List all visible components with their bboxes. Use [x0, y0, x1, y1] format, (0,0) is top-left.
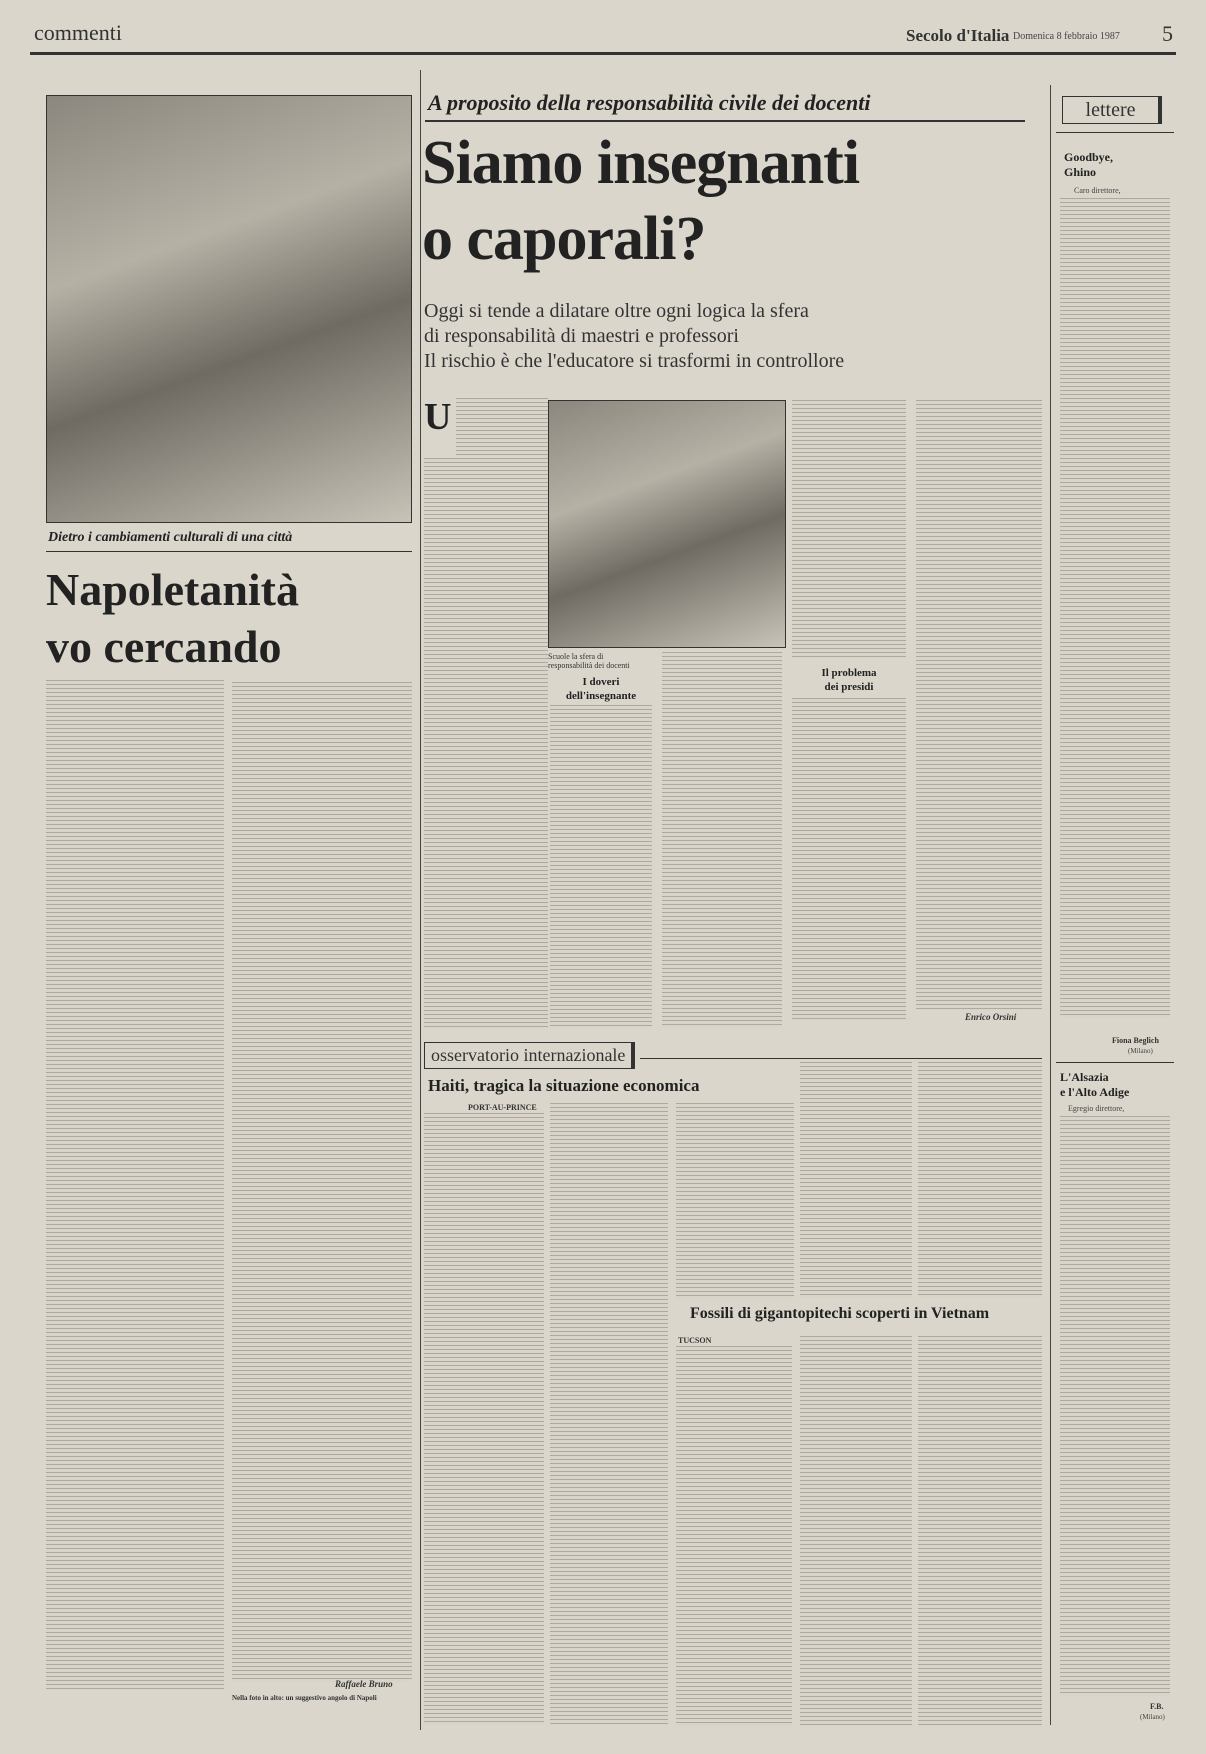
letter2-body — [1060, 1116, 1170, 1696]
main-body-col2 — [550, 705, 652, 1028]
letter1-signature: Fiona Beglich — [1112, 1036, 1159, 1045]
main-kicker: A proposito della responsabilità civile dei docenti — [428, 90, 871, 115]
main-body-col4b — [792, 698, 906, 1020]
subhead-doveri-2: dell'insegnante — [565, 690, 637, 702]
section-label: commenti — [34, 20, 122, 45]
page-number: 5 — [1162, 21, 1173, 46]
observatory-body-col4 — [800, 1062, 912, 1298]
observatory-body-col3 — [676, 1103, 794, 1299]
letters-label: lettere — [1062, 96, 1162, 124]
fossils-body-col1 — [676, 1346, 792, 1726]
issue-date: Domenica 8 febbraio 1987 — [1013, 31, 1120, 42]
paper-name: Secolo d'Italia — [906, 26, 1010, 45]
main-body-col5 — [916, 400, 1042, 1010]
observatory-body-col2 — [550, 1103, 668, 1725]
left-article-title-2: vo cercando — [46, 621, 282, 672]
naples-photo — [46, 95, 412, 523]
masthead-rule — [30, 52, 1176, 55]
column-divider — [420, 70, 421, 1730]
main-title-1: Siamo insegnanti — [422, 129, 860, 197]
left-article-body-col1 — [46, 680, 224, 1690]
observatory-body-col1 — [424, 1113, 544, 1725]
main-body-col4 — [792, 400, 906, 658]
letter2-title-2: e l'Alto Adige — [1060, 1085, 1130, 1099]
main-photo-caption: Scuole la sfera di responsabilità dei docenti — [548, 652, 630, 670]
letter2-city: (Milano) — [1140, 1713, 1165, 1721]
left-article-title-1: Napoletanità — [46, 564, 299, 615]
observatory-headline: Haiti, tragica la situazione economica — [428, 1076, 700, 1095]
letters-rule — [1056, 132, 1174, 133]
main-deck-1: Oggi si tende a dilatare oltre ogni logica la sfera — [424, 300, 809, 322]
drop-cap: U — [424, 396, 452, 438]
kicker-rule — [425, 120, 1025, 122]
fossils-dateline: TUCSON — [678, 1336, 712, 1345]
letter1-body — [1060, 198, 1170, 1018]
subhead-doveri-1: I doveri — [582, 676, 620, 688]
main-body-col1 — [456, 398, 548, 456]
letters-divider — [1056, 1062, 1174, 1063]
left-article-body-col2 — [232, 682, 412, 1682]
left-article-photo-note: Nella foto in alto: un suggestivo angolo di Napoli — [232, 1694, 377, 1702]
main-article-author: Enrico Orsini — [965, 1012, 1017, 1022]
caption-rule — [46, 551, 412, 552]
letter1-title-2: Ghino — [1064, 165, 1097, 179]
main-title-2: o caporali? — [422, 205, 706, 273]
letter1-title-1: Goodbye, — [1064, 150, 1114, 164]
letter1-greeting: Caro direttore, — [1074, 186, 1121, 195]
main-deck-3: Il rischio è che l'educatore si trasformi in controllore — [424, 350, 845, 372]
observatory-dateline: PORT-AU-PRINCE — [468, 1103, 537, 1112]
letter2-greeting: Egregio direttore, — [1068, 1104, 1125, 1113]
fossils-body-col2 — [800, 1336, 912, 1726]
letter2-title-1: L'Alsazia — [1060, 1070, 1109, 1084]
left-article-author: Raffaele Bruno — [335, 1679, 393, 1689]
fossils-headline: Fossili di gigantopitechi scoperti in Vietnam — [690, 1305, 990, 1322]
subhead-presidi-2: dei presidi — [824, 681, 874, 693]
fossils-body-col3 — [918, 1336, 1042, 1726]
main-body-col1 — [424, 458, 548, 1028]
main-body-col3 — [662, 652, 782, 1028]
subhead-presidi-1: Il problema — [821, 667, 877, 679]
observatory-rule — [640, 1058, 1042, 1059]
main-deck-2: di responsabilità di maestri e professori — [424, 325, 739, 347]
observatory-label: osservatorio internazionale — [424, 1042, 635, 1069]
letter1-city: (Milano) — [1128, 1047, 1153, 1055]
column-divider — [1050, 85, 1051, 1725]
photo-caption: Dietro i cambiamenti culturali di una città — [48, 530, 293, 545]
classroom-photo — [548, 400, 786, 648]
letter2-signature: F.B. — [1150, 1702, 1164, 1711]
observatory-body-col5 — [918, 1062, 1042, 1298]
